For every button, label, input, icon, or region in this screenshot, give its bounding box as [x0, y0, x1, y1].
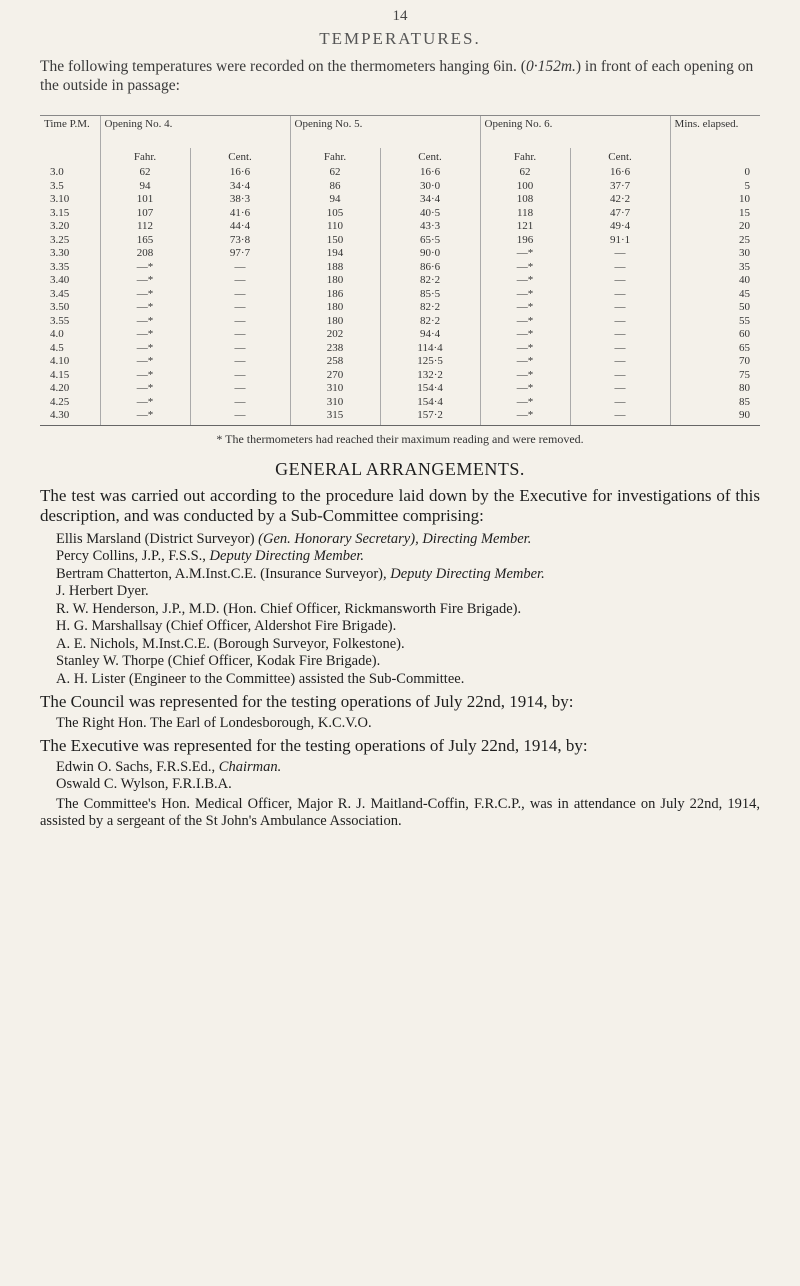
mins-cell: 90: [670, 409, 760, 425]
temp-cell: 125·5: [380, 355, 480, 369]
mins-cell: 65: [670, 342, 760, 356]
temp-cell: 202: [290, 328, 380, 342]
list-item: [40, 548, 760, 566]
table-row: [40, 315, 760, 329]
temp-cell: —: [570, 342, 670, 356]
temp-cell: —: [190, 261, 290, 275]
temp-cell: 94: [100, 180, 190, 194]
time-cell: 4.15: [50, 368, 70, 381]
temp-cell: 112: [100, 220, 190, 234]
temp-cell: 315: [290, 409, 380, 425]
table-row: [40, 261, 760, 275]
council-paragraph: The Council was represented for the testing operations of July 22nd, 1914, by:: [40, 692, 574, 711]
temp-cell: —*: [480, 342, 570, 356]
temp-cell: —: [190, 396, 290, 410]
table-row: [40, 193, 760, 207]
mins-cell: 15: [670, 207, 760, 221]
temp-cell: 62: [290, 166, 380, 180]
time-cell: 3.55: [50, 314, 70, 327]
temp-cell: —*: [480, 301, 570, 315]
medical-paragraph: The Committee's Hon. Medical Officer, Major R. J. Maitland-Coffin, F.R.C.P., was in attendance on July 22nd, 1914, assisted by a sergeant of the St John's Ambulance Association.: [40, 795, 760, 829]
time-cell: 3.25: [50, 233, 70, 246]
temp-cell: 97·7: [190, 247, 290, 261]
temp-cell: 194: [290, 247, 380, 261]
temp-cell: —: [570, 396, 670, 410]
temp-cell: 108: [480, 193, 570, 207]
table-row: [40, 166, 760, 180]
temp-cell: 270: [290, 369, 380, 383]
time-cell: 4.5: [50, 341, 64, 354]
temp-cell: —: [570, 274, 670, 288]
temp-cell: —: [570, 301, 670, 315]
temp-cell: 38·3: [190, 193, 290, 207]
temp-cell: —*: [100, 288, 190, 302]
member-list: [40, 531, 760, 689]
table-row: [40, 220, 760, 234]
temp-cell: —: [190, 288, 290, 302]
member-role: Deputy Directing Member.: [209, 548, 365, 564]
temp-cell: —*: [480, 409, 570, 425]
unit-cell: Cent.: [190, 148, 290, 166]
member-name: A. E. Nichols, M.Inst.C.E. (Borough Surveyor, Folkestone).: [56, 635, 405, 652]
member-name: Bertram Chatterton, A.M.Inst.C.E. (Insurance Surveyor),: [56, 565, 391, 582]
time-cell: 3.40: [50, 274, 70, 286]
member-role: (Gen. Honorary Secretary), Directing Member.: [258, 530, 532, 547]
member-name: Percy Collins, J.P., F.S.S.,: [56, 548, 210, 564]
mins-cell: 60: [670, 328, 760, 342]
temp-cell: 154·4: [380, 396, 480, 410]
table-row: [40, 355, 760, 369]
mins-cell: 55: [670, 315, 760, 329]
mins-cell: 5: [670, 180, 760, 194]
time-cell: 3.5: [50, 179, 64, 192]
time-cell: 3.45: [50, 287, 70, 300]
temp-cell: 37·7: [570, 180, 670, 194]
temp-cell: —*: [100, 355, 190, 369]
temp-cell: 16·6: [190, 166, 290, 180]
temp-cell: 91·1: [570, 234, 670, 248]
time-cell: 4.25: [50, 395, 70, 408]
temp-cell: —*: [100, 261, 190, 275]
executive-role: Chairman.: [218, 758, 282, 775]
time-cell: 3.30: [50, 247, 70, 259]
member-name: A. H. Lister (Engineer to the Committee) assisted the Sub-Committee.: [56, 670, 465, 687]
temp-cell: 132·2: [380, 369, 480, 383]
temp-cell: —*: [100, 342, 190, 356]
member-name: J. Herbert Dyer.: [56, 583, 149, 599]
council-representative: The Right Hon. The Earl of Londesborough, K.C.V.O.: [56, 714, 372, 731]
temp-cell: —*: [100, 328, 190, 342]
temp-cell: 196: [480, 234, 570, 248]
temp-cell: —*: [480, 247, 570, 261]
temp-cell: —*: [100, 301, 190, 315]
mins-cell: 75: [670, 369, 760, 383]
table-row: [40, 369, 760, 383]
temp-cell: 86: [290, 180, 380, 194]
header-time: Time P.M.: [40, 116, 100, 149]
time-cell: 3.20: [50, 220, 70, 232]
time-cell: 3.15: [50, 206, 70, 219]
temp-cell: 62: [480, 166, 570, 180]
unit-cell: Cent.: [380, 148, 480, 166]
temp-cell: 73·8: [190, 234, 290, 248]
mins-cell: 70: [670, 355, 760, 369]
temp-cell: —: [190, 274, 290, 288]
time-cell: 3.50: [50, 301, 70, 313]
temp-cell: 188: [290, 261, 380, 275]
temp-cell: —: [570, 382, 670, 396]
temp-cell: 40·5: [380, 207, 480, 221]
list-item: [40, 759, 760, 777]
temperature-table: [40, 115, 760, 426]
mins-cell: 45: [670, 288, 760, 302]
list-item: [40, 671, 760, 689]
time-cell: 4.10: [50, 355, 70, 367]
temp-cell: 258: [290, 355, 380, 369]
general-paragraph: The test was carried out according to the procedure laid down by the Executive for investigations of this description, and was conducted by a Sub-Committee comprising:: [40, 485, 760, 525]
temp-cell: 42·2: [570, 193, 670, 207]
temp-cell: —: [570, 355, 670, 369]
mins-cell: 40: [670, 274, 760, 288]
table-row: [40, 328, 760, 342]
temp-cell: 44·4: [190, 220, 290, 234]
temp-cell: —: [190, 409, 290, 425]
temp-cell: —: [570, 288, 670, 302]
temp-cell: 82·2: [380, 274, 480, 288]
executive-list: [40, 759, 760, 794]
temp-cell: —: [570, 261, 670, 275]
temp-cell: —*: [480, 261, 570, 275]
temp-cell: 310: [290, 382, 380, 396]
intro-text: The following temperatures were recorded on the thermometers hanging 6in. (: [40, 58, 526, 75]
temp-cell: 180: [290, 274, 380, 288]
page-number: 14: [392, 8, 408, 24]
list-item: [40, 618, 760, 636]
temp-cell: 121: [480, 220, 570, 234]
temp-cell: 34·4: [380, 193, 480, 207]
table-row: [40, 234, 760, 248]
temp-cell: 208: [100, 247, 190, 261]
temp-cell: 100: [480, 180, 570, 194]
time-cell: 4.30: [40, 409, 100, 425]
header-mins-elapsed: Mins. elapsed.: [670, 116, 760, 149]
header-opening-6: Opening No. 6.: [480, 116, 670, 149]
table-row: [40, 409, 760, 425]
temp-cell: 49·4: [570, 220, 670, 234]
temp-cell: —*: [100, 382, 190, 396]
table-row: [40, 247, 760, 261]
temp-cell: 238: [290, 342, 380, 356]
temp-cell: —*: [480, 315, 570, 329]
header-opening-4: Opening No. 4.: [100, 116, 290, 149]
temp-cell: 150: [290, 234, 380, 248]
temp-cell: —: [190, 342, 290, 356]
temp-cell: —: [190, 315, 290, 329]
temperatures-heading: TEMPERATURES.: [319, 29, 481, 48]
time-cell: 3.0: [50, 166, 64, 178]
temp-cell: —*: [100, 315, 190, 329]
table-header-row: [40, 116, 760, 149]
mins-cell: 35: [670, 261, 760, 275]
unit-cell: Fahr.: [290, 148, 380, 166]
intro-text-end: ) in front of each opening on the outside in passage:: [40, 58, 754, 94]
header-opening-5: Opening No. 5.: [290, 116, 480, 149]
mins-cell: 0: [670, 166, 760, 180]
temp-cell: 90·0: [380, 247, 480, 261]
temp-cell: —: [570, 369, 670, 383]
member-name: Stanley W. Thorpe (Chief Officer, Kodak Fire Brigade).: [56, 653, 381, 669]
temp-cell: 41·6: [190, 207, 290, 221]
temp-cell: 34·4: [190, 180, 290, 194]
mins-cell: 50: [670, 301, 760, 315]
table-body: [40, 148, 760, 425]
temp-cell: —*: [480, 369, 570, 383]
mins-cell: 80: [670, 382, 760, 396]
temp-cell: 310: [290, 396, 380, 410]
temp-cell: 16·6: [380, 166, 480, 180]
unit-cell: Cent.: [570, 148, 670, 166]
time-cell: 3.10: [50, 193, 70, 205]
temp-cell: —*: [480, 396, 570, 410]
temp-cell: —*: [100, 409, 190, 425]
executive-name: Oswald C. Wylson, F.R.I.B.A.: [56, 776, 232, 792]
temp-cell: 16·6: [570, 166, 670, 180]
temp-cell: 180: [290, 301, 380, 315]
temp-cell: 94: [290, 193, 380, 207]
temp-cell: —: [570, 409, 670, 425]
member-name: Ellis Marsland (District Surveyor): [56, 530, 259, 547]
temp-cell: 107: [100, 207, 190, 221]
intro-metric: 0·152m.: [525, 58, 576, 75]
table-row: [40, 180, 760, 194]
temp-cell: —*: [100, 274, 190, 288]
member-name: R. W. Henderson, J.P., M.D. (Hon. Chief Officer, Rickmansworth Fire Brigade).: [56, 600, 522, 617]
general-arrangements-heading: GENERAL ARRANGEMENTS.: [275, 458, 525, 479]
list-item: [40, 566, 760, 584]
temp-cell: —*: [480, 274, 570, 288]
temp-cell: 114·4: [380, 342, 480, 356]
units-row: [40, 148, 760, 166]
temp-cell: 180: [290, 315, 380, 329]
table-footnote: * The thermometers had reached their maximum reading and were removed.: [216, 431, 584, 446]
temp-cell: 101: [100, 193, 190, 207]
list-item: [40, 531, 760, 549]
temp-cell: —: [190, 328, 290, 342]
table-row: [40, 288, 760, 302]
executive-name: Edwin O. Sachs, F.R.S.Ed.,: [56, 758, 219, 775]
temp-cell: 165: [100, 234, 190, 248]
temp-cell: —: [190, 301, 290, 315]
time-cell: 3.35: [50, 260, 70, 273]
intro-paragraph: [40, 57, 760, 95]
mins-cell: 25: [670, 234, 760, 248]
table-row: [40, 382, 760, 396]
temp-cell: 86·6: [380, 261, 480, 275]
temp-cell: 82·2: [380, 315, 480, 329]
mins-cell: 20: [670, 220, 760, 234]
temp-cell: —: [190, 355, 290, 369]
temp-cell: —: [190, 369, 290, 383]
member-name: H. G. Marshallsay (Chief Officer, Aldershot Fire Brigade).: [56, 618, 397, 634]
table-row: [40, 301, 760, 315]
list-item: [40, 653, 760, 671]
temp-cell: 105: [290, 207, 380, 221]
temp-cell: 118: [480, 207, 570, 221]
temp-cell: 30·0: [380, 180, 480, 194]
temp-cell: —*: [480, 328, 570, 342]
temp-cell: 157·2: [380, 409, 480, 425]
temp-cell: —*: [100, 396, 190, 410]
temp-cell: 47·7: [570, 207, 670, 221]
list-item: [40, 601, 760, 619]
temp-cell: 62: [100, 166, 190, 180]
temp-cell: —: [570, 315, 670, 329]
mins-cell: 30: [670, 247, 760, 261]
executive-paragraph: The Executive was represented for the testing operations of July 22nd, 1914, by:: [40, 736, 588, 755]
temp-cell: 43·3: [380, 220, 480, 234]
list-item: [40, 776, 760, 794]
list-item: [40, 636, 760, 654]
temp-cell: 82·2: [380, 301, 480, 315]
temp-cell: —*: [480, 288, 570, 302]
table-row: [40, 207, 760, 221]
page: [40, 8, 760, 845]
list-item: [40, 583, 760, 601]
unit-cell: Fahr.: [100, 148, 190, 166]
temp-cell: 186: [290, 288, 380, 302]
temp-cell: —: [570, 247, 670, 261]
member-role: Deputy Directing Member.: [390, 565, 545, 582]
temp-cell: 154·4: [380, 382, 480, 396]
temp-cell: 94·4: [380, 328, 480, 342]
temp-cell: —*: [100, 369, 190, 383]
table-row: [40, 274, 760, 288]
temp-cell: —*: [480, 382, 570, 396]
time-cell: 4.0: [50, 328, 64, 340]
mins-cell: 85: [670, 396, 760, 410]
temp-cell: —: [570, 328, 670, 342]
table-row: [40, 396, 760, 410]
temp-cell: 65·5: [380, 234, 480, 248]
temp-cell: —: [190, 382, 290, 396]
temp-cell: 110: [290, 220, 380, 234]
table-row: [40, 342, 760, 356]
temp-cell: 85·5: [380, 288, 480, 302]
time-cell: 4.20: [50, 382, 70, 394]
temp-cell: —*: [480, 355, 570, 369]
unit-cell: Fahr.: [480, 148, 570, 166]
mins-cell: 10: [670, 193, 760, 207]
